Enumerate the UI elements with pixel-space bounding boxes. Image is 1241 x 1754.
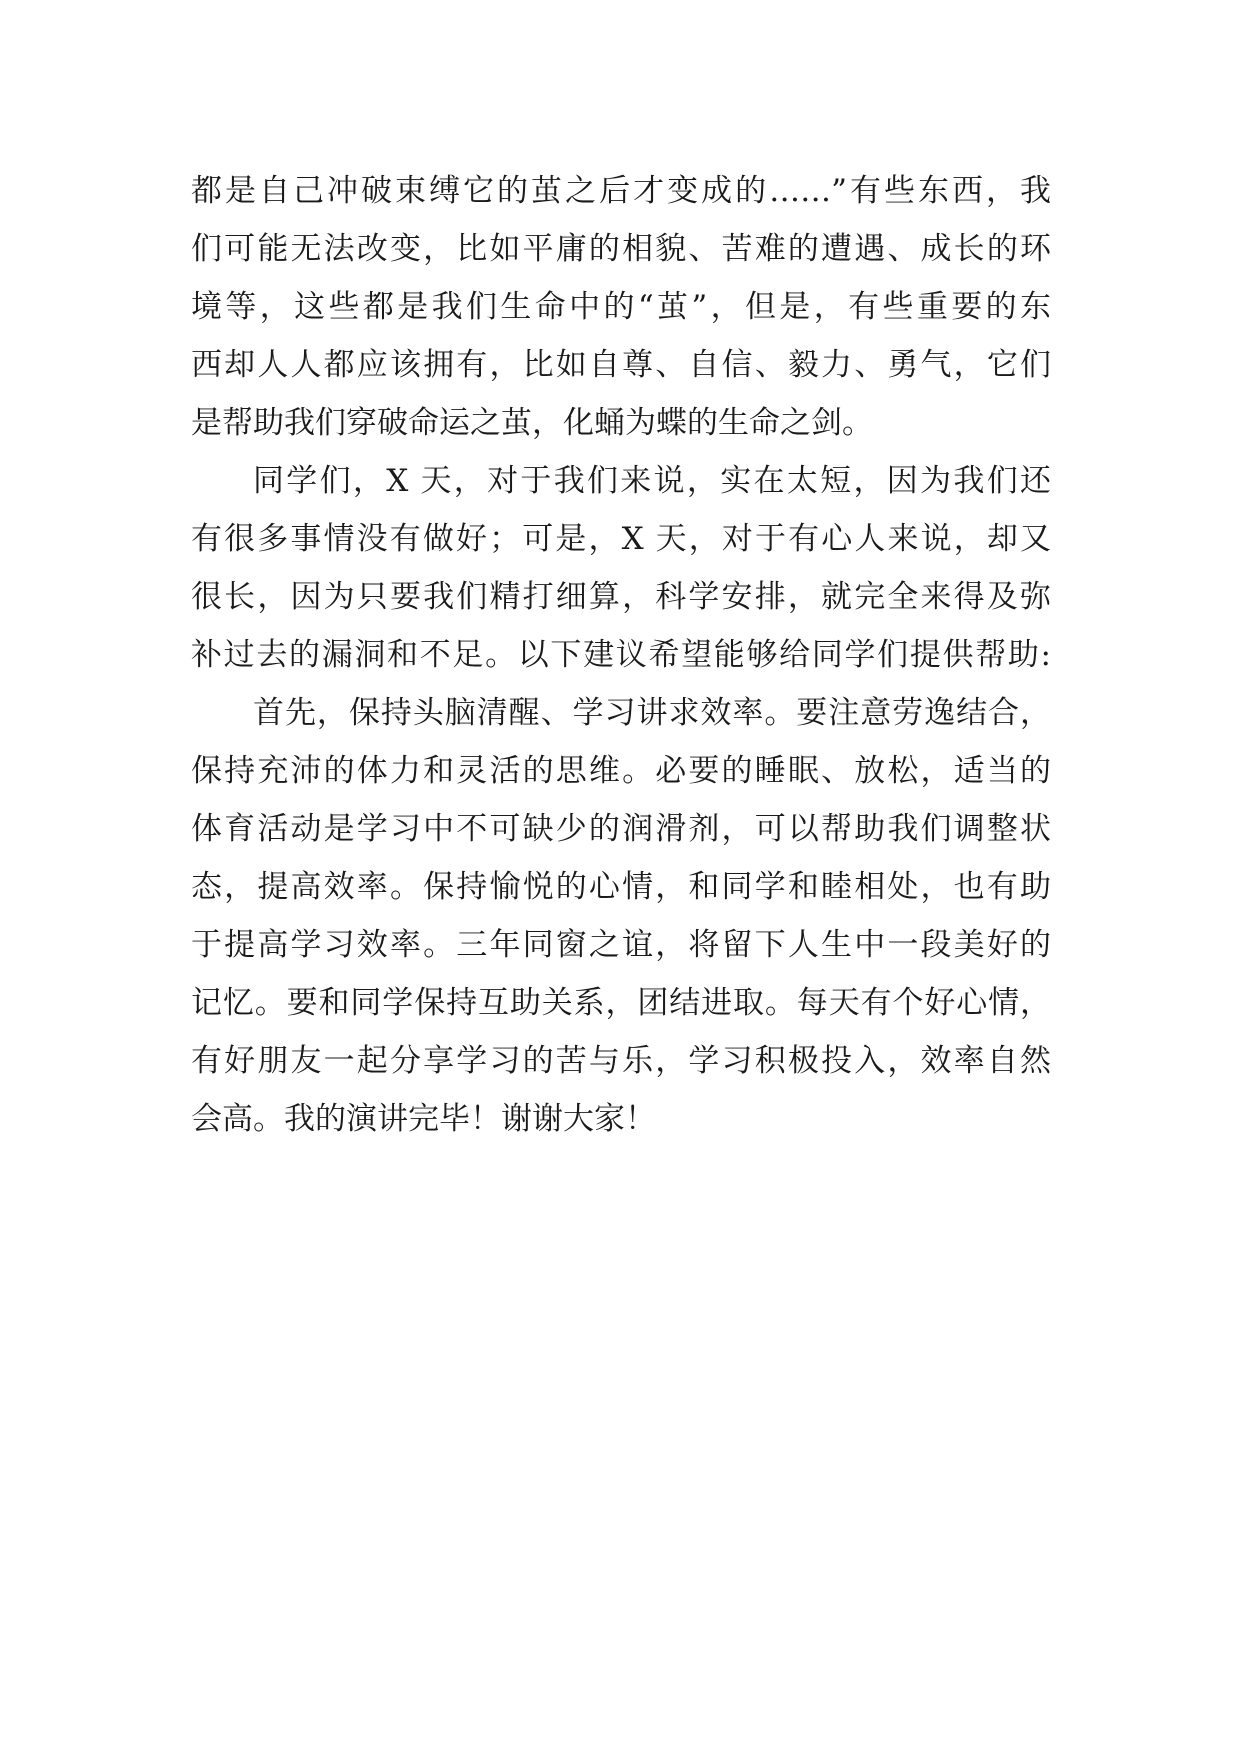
paragraph-1-line-4: 西却人人都应该拥有，比如自尊、自信、毅力、勇气，它们 bbox=[191, 347, 1051, 383]
paragraph-1-line-2: 们可能无法改变，比如平庸的相貌、苦难的遭遇、成长的环 bbox=[191, 231, 1051, 267]
paragraph-3-line-2: 保持充沛的体力和灵活的思维。必要的睡眠、放松，适当的 bbox=[191, 753, 1051, 789]
paragraph-1-line-1: 都是自己冲破束缚它的茧之后才变成的……”有些东西，我 bbox=[191, 173, 1051, 209]
paragraph-1-line-5: 是帮助我们穿破命运之茧，化蛹为蝶的生命之剑。 bbox=[191, 405, 873, 441]
paragraph-2-line-2: 有很多事情没有做好；可是，X 天，对于有心人来说，却又 bbox=[191, 521, 1051, 557]
paragraph-3-line-5: 于提高学习效率。三年同窗之谊，将留下人生中一段美好的 bbox=[191, 927, 1051, 963]
paragraph-1-line-3: 境等，这些都是我们生命中的“茧”，但是，有些重要的东 bbox=[191, 289, 1051, 325]
paragraph-2-line-4: 补过去的漏洞和不足。以下建议希望能够给同学们提供帮助: bbox=[191, 637, 1051, 673]
paragraph-2-line-3: 很长，因为只要我们精打细算，科学安排，就完全来得及弥 bbox=[191, 579, 1051, 615]
paragraph-3-line-3: 体育活动是学习中不可缺少的润滑剂，可以帮助我们调整状 bbox=[191, 811, 1051, 847]
paragraph-2-line-1: 同学们，X 天，对于我们来说，实在太短，因为我们还 bbox=[253, 463, 1051, 499]
paragraph-3-line-1: 首先，保持头脑清醒、学习讲求效率。要注意劳逸结合， bbox=[253, 695, 1051, 731]
paragraph-3-line-4: 态，提高效率。保持愉悦的心情，和同学和睦相处，也有助 bbox=[191, 869, 1051, 905]
paragraph-3-line-6: 记忆。要和同学保持互助关系，团结进取。每天有个好心情， bbox=[191, 985, 1051, 1021]
paragraph-3-line-7: 有好朋友一起分享学习的苦与乐，学习积极投入，效率自然 bbox=[191, 1043, 1051, 1079]
paragraph-3-line-8: 会高。我的演讲完毕！谢谢大家！ bbox=[191, 1101, 656, 1137]
document-body bbox=[191, 162, 1051, 1148]
